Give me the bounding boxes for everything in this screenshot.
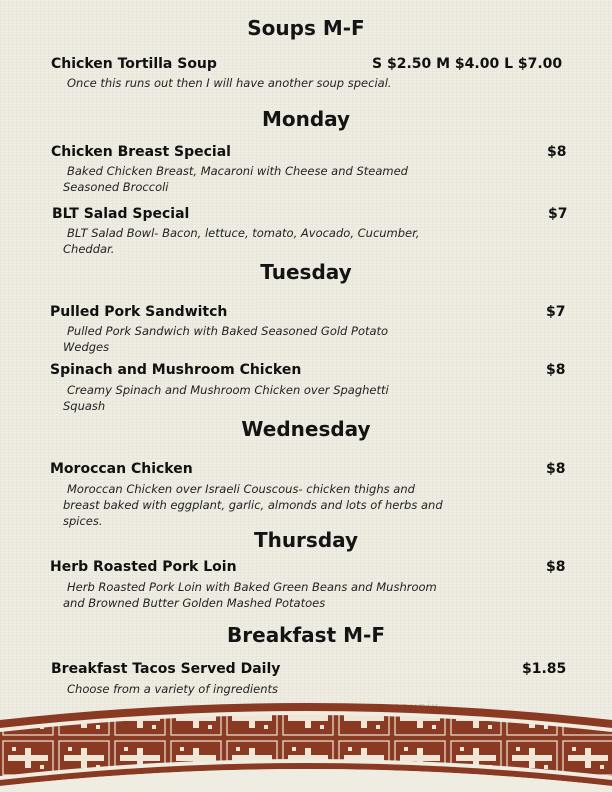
breakfast-tacos-name: Breakfast Tacos Served Daily <box>51 661 281 677</box>
decorative-border <box>0 698 612 792</box>
spinach-mushroom-chicken-desc: Creamy Spinach and Mushroom Chicken over Spaghetti Squash <box>63 383 389 413</box>
blt-salad-special-name: BLT Salad Special <box>52 206 190 222</box>
breakfast-tacos-price: $1.85 <box>522 661 567 677</box>
chicken-tortilla-soup-desc: Once this runs out then I will have another soup special. <box>67 76 392 90</box>
soups-heading: Soups M-F <box>247 16 365 40</box>
chicken-breast-special-desc: Baked Chicken Breast, Macaroni with Cheese and Steamed Seasoned Broccoli <box>63 164 408 194</box>
spinach-mushroom-chicken-price: $8 <box>546 362 566 378</box>
chicken-breast-special-name: Chicken Breast Special <box>51 144 231 160</box>
tuesday-heading: Tuesday <box>260 260 352 284</box>
herb-roasted-pork-loin-desc: Herb Roasted Pork Loin with Baked Green Beans and Mushroom and Browned Butter Golden Mashed Potatoes <box>63 580 437 610</box>
moroccan-chicken-name: Moroccan Chicken <box>50 461 193 477</box>
pulled-pork-sandwitch-price: $7 <box>546 304 566 320</box>
herb-roasted-pork-loin-price: $8 <box>546 559 566 575</box>
breakfast-tacos-desc: Choose from a variety of ingredients <box>67 682 278 696</box>
chicken-tortilla-soup-price: S $2.50 M $4.00 L $7.00 <box>372 56 563 72</box>
moroccan-chicken-price: $8 <box>546 461 566 477</box>
moroccan-chicken-desc: Moroccan Chicken over Israeli Couscous- chicken thighs and breast baked with eggplant, garlic, almonds and lots of herbs and spices. <box>63 482 443 528</box>
blt-salad-special-price: $7 <box>548 206 568 222</box>
pulled-pork-sandwitch-name: Pulled Pork Sandwitch <box>50 304 228 320</box>
wednesday-heading: Wednesday <box>241 417 371 441</box>
breakfast-heading: Breakfast M-F <box>227 623 385 647</box>
chicken-breast-special-price: $8 <box>547 144 567 160</box>
spinach-mushroom-chicken-name: Spinach and Mushroom Chicken <box>50 362 302 378</box>
pulled-pork-sandwitch-desc: Pulled Pork Sandwich with Baked Seasoned Gold Potato Wedges <box>63 324 389 354</box>
chicken-tortilla-soup-name: Chicken Tortilla Soup <box>51 56 217 72</box>
thursday-heading: Thursday <box>253 528 359 552</box>
blt-salad-special-desc: BLT Salad Bowl- Bacon, lettuce, tomato, Avocado, Cucumber, Cheddar. <box>63 226 420 256</box>
herb-roasted-pork-loin-name: Herb Roasted Pork Loin <box>50 559 237 575</box>
monday-heading: Monday <box>261 107 351 131</box>
